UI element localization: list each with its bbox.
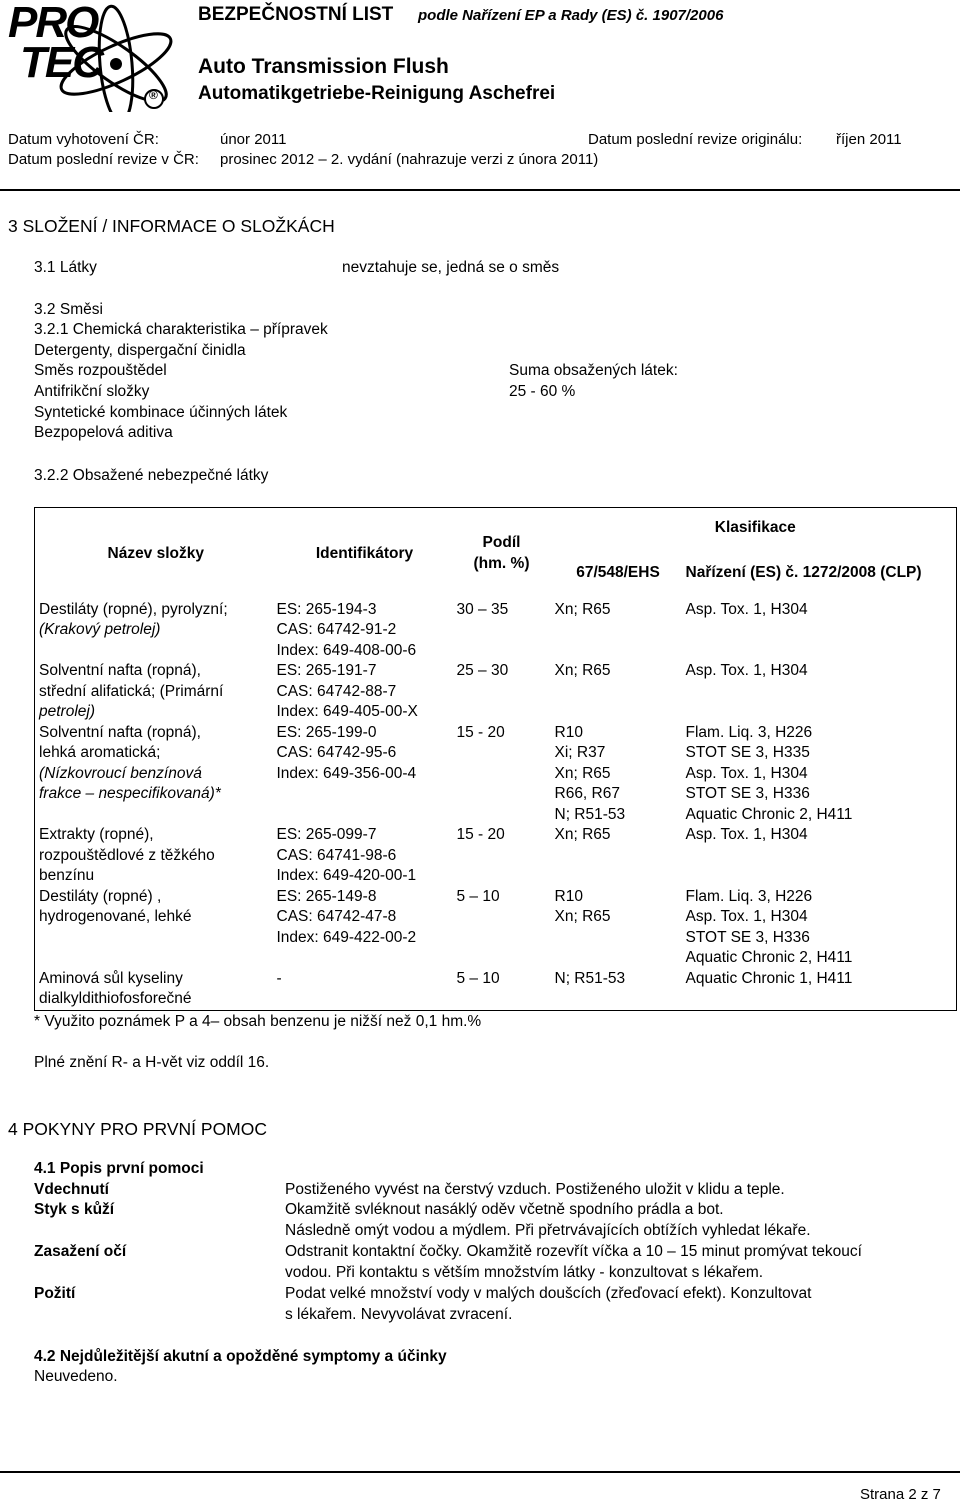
first-aid-label: Styk s kůží: [34, 1201, 115, 1218]
substance-name: Aminová sůl kyseliny: [39, 969, 183, 987]
identifier: Index: 649-420-00-1: [276, 867, 417, 884]
clp-class: Asp. Tox. 1, H304: [685, 826, 808, 843]
section-3-1-label: 3.1 Látky: [34, 259, 97, 276]
header-clp: Nařízení (ES) č. 1272/2008 (CLP): [682, 548, 957, 600]
ehs-class: N; R51-53: [554, 805, 626, 823]
date-revision-cr: prosinec 2012 – 2. vydání (nahrazuje verzi z února 2011): [220, 151, 599, 168]
identifier: CAS: 64742-88-7: [276, 682, 397, 700]
identifier: Index: 649-408-00-6: [276, 641, 417, 659]
section-3-2-label: 3.2 Směsi: [34, 301, 103, 318]
table-footnote: * Využito poznámek P a 4– obsah benzenu je nižší než 0,1 hm.%: [34, 1013, 482, 1030]
section-4-1-label: 4.1 Popis první pomoci: [34, 1160, 204, 1177]
identifier: CAS: 64742-95-6: [276, 744, 397, 761]
ehs-class: Xn; R65: [554, 600, 611, 618]
clp-class: Asp. Tox. 1, H304: [685, 662, 808, 679]
header-classification: Klasifikace: [551, 508, 957, 548]
clp-class: Asp. Tox. 1, H304: [685, 600, 808, 618]
substance-name: benzínu: [39, 867, 95, 884]
ehs-class: Xn; R65: [554, 764, 611, 782]
identifier: ES: 265-149-8: [276, 887, 377, 905]
protec-logo: [4, 2, 184, 112]
identifier: Index: 649-405-00-X: [276, 703, 418, 720]
ehs-class: Xn; R65: [554, 662, 611, 679]
substance-name: Destiláty (ropné) ,: [39, 887, 162, 905]
first-aid-text: s lékařem. Nevyvolávat zvracení.: [285, 1306, 513, 1323]
share: 30 – 35: [456, 600, 509, 618]
first-aid-text: Následně omýt vodou a mýdlem. Při přetrvávajících obtížích vyhledat lékaře.: [285, 1222, 811, 1239]
clp-class: Flam. Liq. 3, H226: [685, 887, 813, 905]
registered-mark: ®: [149, 88, 158, 102]
identifier: ES: 265-099-7: [276, 826, 377, 843]
ehs-class: R66, R67: [554, 785, 620, 802]
composition-item: Syntetické kombinace účinných látek: [34, 404, 288, 421]
full-text-note: Plné znění R- a H-vět viz oddíl 16.: [34, 1054, 270, 1071]
clp-class: Aquatic Chronic 2, H411: [685, 805, 853, 823]
table-row: [35, 661, 957, 723]
ehs-class: Xi; R37: [554, 744, 606, 761]
substance-name: (Nízkovroucí benzínová: [39, 764, 202, 782]
composition-item: Antifrikční složky: [34, 383, 150, 400]
document-title: BEZPEČNOSTNÍ LIST: [198, 4, 394, 25]
substance-name: Destiláty (ropné), pyrolyzní;: [39, 600, 228, 618]
date-created-label: Datum vyhotovení ČR:: [8, 131, 159, 148]
clp-class: Aquatic Chronic 1, H411: [685, 969, 853, 987]
date-revision-original: říjen 2011: [836, 131, 902, 148]
first-aid-label: Zasažení očí: [34, 1243, 127, 1260]
header-identifiers: Identifikátory: [273, 508, 453, 600]
section-4-2-label: 4.2 Nejdůležitější akutní a opožděné symptomy a účinky: [34, 1348, 447, 1365]
hazardous-substances-table: [34, 507, 957, 1011]
clp-class: STOT SE 3, H335: [685, 744, 810, 761]
share: 15 - 20: [456, 723, 505, 741]
header-name: Název složky: [35, 508, 273, 600]
share: 5 – 10: [456, 887, 500, 905]
substance-name: Extrakty (ropné),: [39, 826, 154, 843]
section-3-1-value: nevztahuje se, jedná se o směs: [342, 259, 560, 276]
clp-class: STOT SE 3, H336: [685, 928, 810, 946]
clp-class: Flam. Liq. 3, H226: [685, 723, 813, 741]
substance-name: rozpouštědlové z těžkého: [39, 846, 215, 864]
substance-name: (Krakový petrolej): [39, 621, 161, 638]
ehs-class: R10: [554, 723, 583, 741]
section-3-2-1-label: 3.2.1 Chemická charakteristika – přípravek: [34, 321, 328, 338]
identifier: CAS: 64742-91-2: [276, 621, 397, 638]
identifier: CAS: 64742-47-8: [276, 908, 397, 925]
substance-name: dialkyldithiofosforečné: [39, 990, 192, 1007]
clp-class: STOT SE 3, H336: [685, 785, 810, 802]
footer-divider: [0, 1471, 960, 1473]
clp-class: Asp. Tox. 1, H304: [685, 764, 808, 782]
first-aid-label: Požití: [34, 1285, 76, 1302]
ehs-class: Xn; R65: [554, 826, 611, 843]
section-3-2-2-label: 3.2.2 Obsažené nebezpečné látky: [34, 467, 269, 484]
identifier: ES: 265-199-0: [276, 723, 377, 741]
substance-name: frakce – nespecifikovaná)*: [39, 785, 221, 802]
logo-text-line2: TEC: [20, 38, 102, 87]
document-subtitle: podle Nařízení EP a Rady (ES) č. 1907/2006: [418, 7, 724, 24]
sum-label: Suma obsažených látek:: [509, 362, 678, 379]
table-row: [35, 887, 957, 969]
product-name: Auto Transmission Flush: [198, 55, 449, 78]
identifier: Index: 649-356-00-4: [276, 764, 417, 782]
section-4-2-value: Neuvedeno.: [34, 1368, 118, 1385]
substance-name: petrolej): [39, 703, 95, 720]
substance-name: lehká aromatická;: [39, 744, 161, 761]
sum-value: 25 - 60 %: [509, 383, 576, 400]
first-aid-text: Podat velké množství vody v malých doušcích (zřeďovací efekt). Konzultovat: [285, 1285, 812, 1302]
identifier: CAS: 64741-98-6: [276, 846, 397, 864]
composition-item: Směs rozpouštědel: [34, 362, 167, 379]
table-row: [35, 600, 957, 662]
composition-item: Detergenty, dispergační činidla: [34, 342, 246, 359]
share: 5 – 10: [456, 969, 500, 987]
clp-class: Asp. Tox. 1, H304: [685, 908, 808, 925]
identifier: -: [276, 969, 282, 987]
table-row: [35, 723, 957, 826]
product-name-de: Automatikgetriebe-Reinigung Aschefrei: [198, 83, 556, 104]
first-aid-text: vodou. Při kontaktu s větším množstvím látky - konzultovat s lékařem.: [285, 1264, 764, 1281]
first-aid-text: Okamžitě svléknout nasáklý oděv včetně spodního prádla a bot.: [285, 1201, 724, 1218]
date-revision-cr-label: Datum poslední revize v ČR:: [8, 151, 199, 168]
table-row: [35, 825, 957, 887]
identifier: Index: 649-422-00-2: [276, 928, 417, 946]
first-aid-text: Postiženého vyvést na čerstvý vzduch. Postiženého uložit v klidu a teple.: [285, 1181, 785, 1198]
first-aid-text: Odstranit kontaktní čočky. Okamžitě rozevřít víčka a 10 – 15 minut promývat tekoucí: [285, 1243, 862, 1260]
composition-item: Bezpopelová aditiva: [34, 424, 173, 441]
substance-name: Solventní nafta (ropná),: [39, 662, 201, 679]
identifier: ES: 265-191-7: [276, 662, 377, 679]
substance-name: Solventní nafta (ropná),: [39, 723, 201, 741]
section-3-title: 3 SLOŽENÍ / INFORMACE O SLOŽKÁCH: [8, 216, 335, 236]
identifier: ES: 265-194-3: [276, 600, 377, 618]
substance-name: střední alifatická; (Primární: [39, 682, 224, 700]
share: 25 – 30: [456, 662, 509, 679]
header-divider: [0, 189, 960, 191]
ehs-class: N; R51-53: [554, 969, 626, 987]
ehs-class: Xn; R65: [554, 908, 611, 925]
first-aid-label: Vdechnutí: [34, 1181, 109, 1198]
clp-class: Aquatic Chronic 2, H411: [685, 949, 853, 966]
header-ehs: 67/548/EHS: [576, 564, 660, 582]
section-4-title: 4 POKYNY PRO PRVNÍ POMOC: [8, 1119, 268, 1139]
ehs-class: R10: [554, 887, 583, 905]
date-created: únor 2011: [220, 131, 287, 148]
share: 15 - 20: [456, 826, 505, 843]
logo-text-line1: PRO: [8, 0, 98, 47]
table-row: [35, 969, 957, 1011]
substance-name: hydrogenované, lehké: [39, 908, 192, 925]
header-share: Podíl (hm. %): [453, 508, 551, 600]
page-number: Strana 2 z 7: [860, 1486, 941, 1503]
date-revision-original-label: Datum poslední revize originálu:: [588, 131, 803, 148]
